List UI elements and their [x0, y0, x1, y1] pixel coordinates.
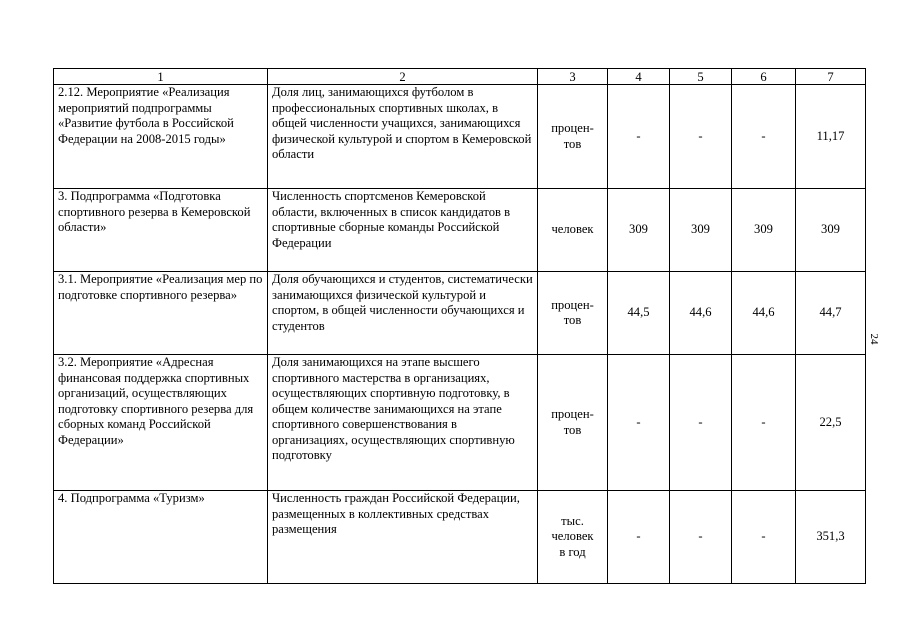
indicator-cell: Доля занимающихся на этапе высшего спортивного мастерства в организациях, осуществляющих спортивную подготовку, в общем количестве занимающихся на этапе спортивного совершенствования в организациях, осуществляющих спортивную подготовку — [268, 355, 538, 491]
unit-cell: процен- тов — [538, 355, 608, 491]
table-row — [54, 189, 866, 272]
column-number: 5 — [670, 69, 732, 85]
column-number: 1 — [54, 69, 268, 85]
value-cell: 309 — [670, 189, 732, 272]
activity-cell: 3.2. Мероприятие «Адресная финансовая поддержка спортивных организаций, осуществляющих подготовку спортивного резерва для сборных команд Российской Федерации» — [54, 355, 268, 491]
indicator-cell: Доля обучающихся и студентов, систематически занимающихся физической культурой и спортом, в общей численности обучающихся и студентов — [268, 272, 538, 355]
column-number: 7 — [796, 69, 866, 85]
value-cell: - — [670, 355, 732, 491]
value-cell: 11,17 — [796, 85, 866, 189]
table-row — [54, 355, 866, 491]
value-cell: 309 — [796, 189, 866, 272]
unit-cell: процен- тов — [538, 85, 608, 189]
unit-cell: тыс. человек в год — [538, 491, 608, 584]
value-cell: 44,5 — [608, 272, 670, 355]
indicators-table — [53, 68, 866, 584]
indicator-cell: Численность спортсменов Кемеровской области, включенных в список кандидатов в спортивные сборные команды Российской Федерации — [268, 189, 538, 272]
value-cell: 309 — [732, 189, 796, 272]
value-cell: 309 — [608, 189, 670, 272]
table-row — [54, 272, 866, 355]
value-cell: - — [608, 491, 670, 584]
value-cell: - — [670, 491, 732, 584]
unit-cell: человек — [538, 189, 608, 272]
column-number: 6 — [732, 69, 796, 85]
value-cell: 22,5 — [796, 355, 866, 491]
indicator-cell: Численность граждан Российской Федерации, размещенных в коллективных средствах размещения — [268, 491, 538, 584]
value-cell: - — [732, 85, 796, 189]
value-cell: - — [732, 355, 796, 491]
value-cell: - — [670, 85, 732, 189]
activity-cell: 3.1. Мероприятие «Реализация мер по подготовке спортивного резерва» — [54, 272, 268, 355]
table-row — [54, 85, 866, 189]
unit-cell: процен- тов — [538, 272, 608, 355]
value-cell: 351,3 — [796, 491, 866, 584]
column-number: 3 — [538, 69, 608, 85]
column-number: 2 — [268, 69, 538, 85]
activity-cell: 2.12. Мероприятие «Реализация мероприятий подпрограммы «Развитие футбола в Российской Федерации на 2008-2015 годы» — [54, 85, 268, 189]
value-cell: - — [608, 355, 670, 491]
value-cell: - — [608, 85, 670, 189]
table-header-row — [54, 69, 866, 85]
value-cell: 44,6 — [732, 272, 796, 355]
value-cell: 44,7 — [796, 272, 866, 355]
activity-cell: 3. Подпрограмма «Подготовка спортивного резерва в Кемеровской области» — [54, 189, 268, 272]
table-row — [54, 491, 866, 584]
page-number: 24 — [868, 333, 880, 345]
indicator-cell: Доля лиц, занимающихся футболом в профессиональных спортивных школах, в общей численности учащихся, занимающихся физической культурой и спортом в Кемеровской области — [268, 85, 538, 189]
column-number: 4 — [608, 69, 670, 85]
value-cell: 44,6 — [670, 272, 732, 355]
activity-cell: 4. Подпрограмма «Туризм» — [54, 491, 268, 584]
value-cell: - — [732, 491, 796, 584]
